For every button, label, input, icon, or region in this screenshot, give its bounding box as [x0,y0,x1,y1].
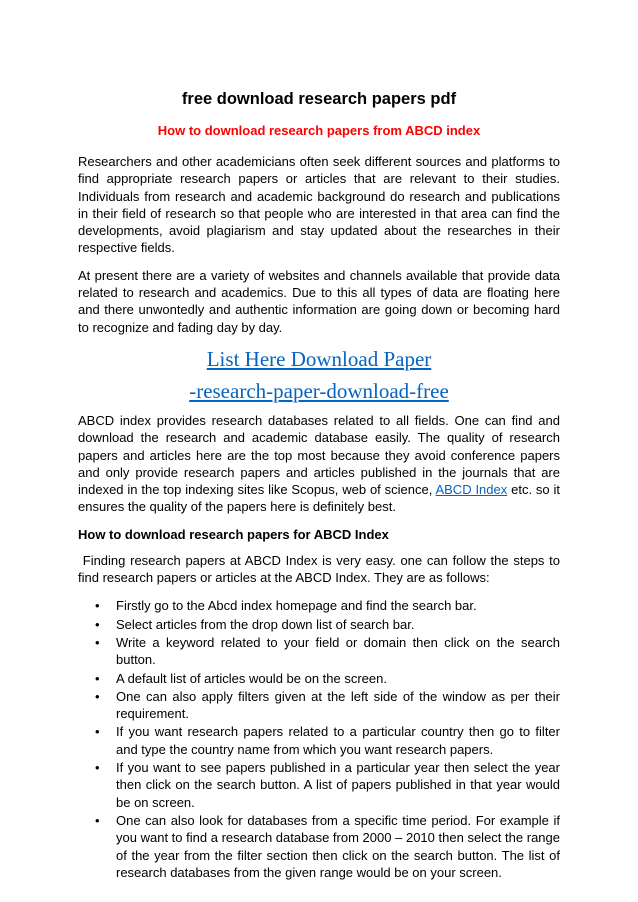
download-paper-link[interactable]: List Here Download Paper [206,346,432,371]
intro-paragraph-1: Researchers and other academicians often seek different sources and platforms to find appropriate research papers or articles that are relevant to their studies. Individuals from research and academic background do research and publications in their field of research so that people who are interested in that area can find the developments, avoid plagiarism and stay updated about the researches in their respective fields. [78,154,560,256]
bullet-icon: • [95,598,100,614]
abcd-index-link[interactable]: ABCD Index [435,482,508,498]
steps-list [78,597,560,881]
list-item [78,759,560,811]
document-page [78,88,564,882]
list-item [78,812,560,881]
document-subtitle: How to download research papers from ABCD index [157,123,481,138]
list-item-text: Write a keyword related to your field or domain then click on the search button. [116,634,560,668]
bullet-icon: • [95,724,100,740]
list-item-text: Firstly go to the Abcd index homepage and find the search bar. [116,598,477,614]
list-item-text: Select articles from the drop down list of search bar. [116,616,415,632]
bullet-icon: • [95,634,100,650]
abcd-paragraph [78,412,560,516]
download-link-1-wrap [78,346,560,372]
list-item [78,723,560,758]
list-item-text: One can also look for databases from a specific time period. For example if you want to find a research database from 2000 – 2010 then select the range of the year from the filter section then click on the search button. The list of research databases from the given range would be on your screen. [116,812,560,880]
bullet-icon: • [95,688,100,704]
abcd-paragraph-text-before: ABCD index provides research databases related to all fields. One can find and download the research and academic database easily. The quality of research papers and articles here are the top most because they avoid conference papers and only provide research papers and articles published in the journals that are indexed in the top indexing sites like Scopus, web of science, [78,412,560,498]
bullet-icon: • [95,670,100,686]
bullet-icon: • [95,760,100,776]
list-item-text: A default list of articles would be on the screen. [116,670,387,686]
list-item [78,688,560,723]
list-item [78,616,560,633]
download-link-2-wrap [78,378,560,404]
bullet-icon: • [95,812,100,828]
section-heading: How to download research papers for ABCD Index [78,526,389,542]
list-item [78,597,560,614]
research-paper-download-free-link[interactable]: -research-paper-download-free [189,378,449,403]
list-item [78,634,560,669]
list-item-text: If you want research papers related to a particular country then go to filter and type the country name from which you want research papers. [116,724,560,757]
list-item-text: If you want to see papers published in a particular year then select the year then click on the search button. A list of papers published in that year would be on screen. [116,760,560,810]
bullet-icon: • [95,616,100,632]
intro-paragraph-2: At present there are a variety of websites and channels available that provide data related to research and academics. Due to this all types of data are floating here and there unwontedly and authentic information are going down or becoming hard to recognize and fading day by day. [78,267,560,335]
list-item-text: One can also apply filters given at the left side of the window as per their requirement. [116,688,560,722]
abcd-paragraph-text-after: etc. so it ensures the quality of the papers here is definitely best. [78,482,560,515]
steps-intro-paragraph: Finding research papers at ABCD Index is very easy. one can follow the steps to find research papers or articles at the ABCD Index. They are as follows: [78,552,564,586]
document-title: free download research papers pdf [181,90,457,108]
list-item [78,670,560,687]
